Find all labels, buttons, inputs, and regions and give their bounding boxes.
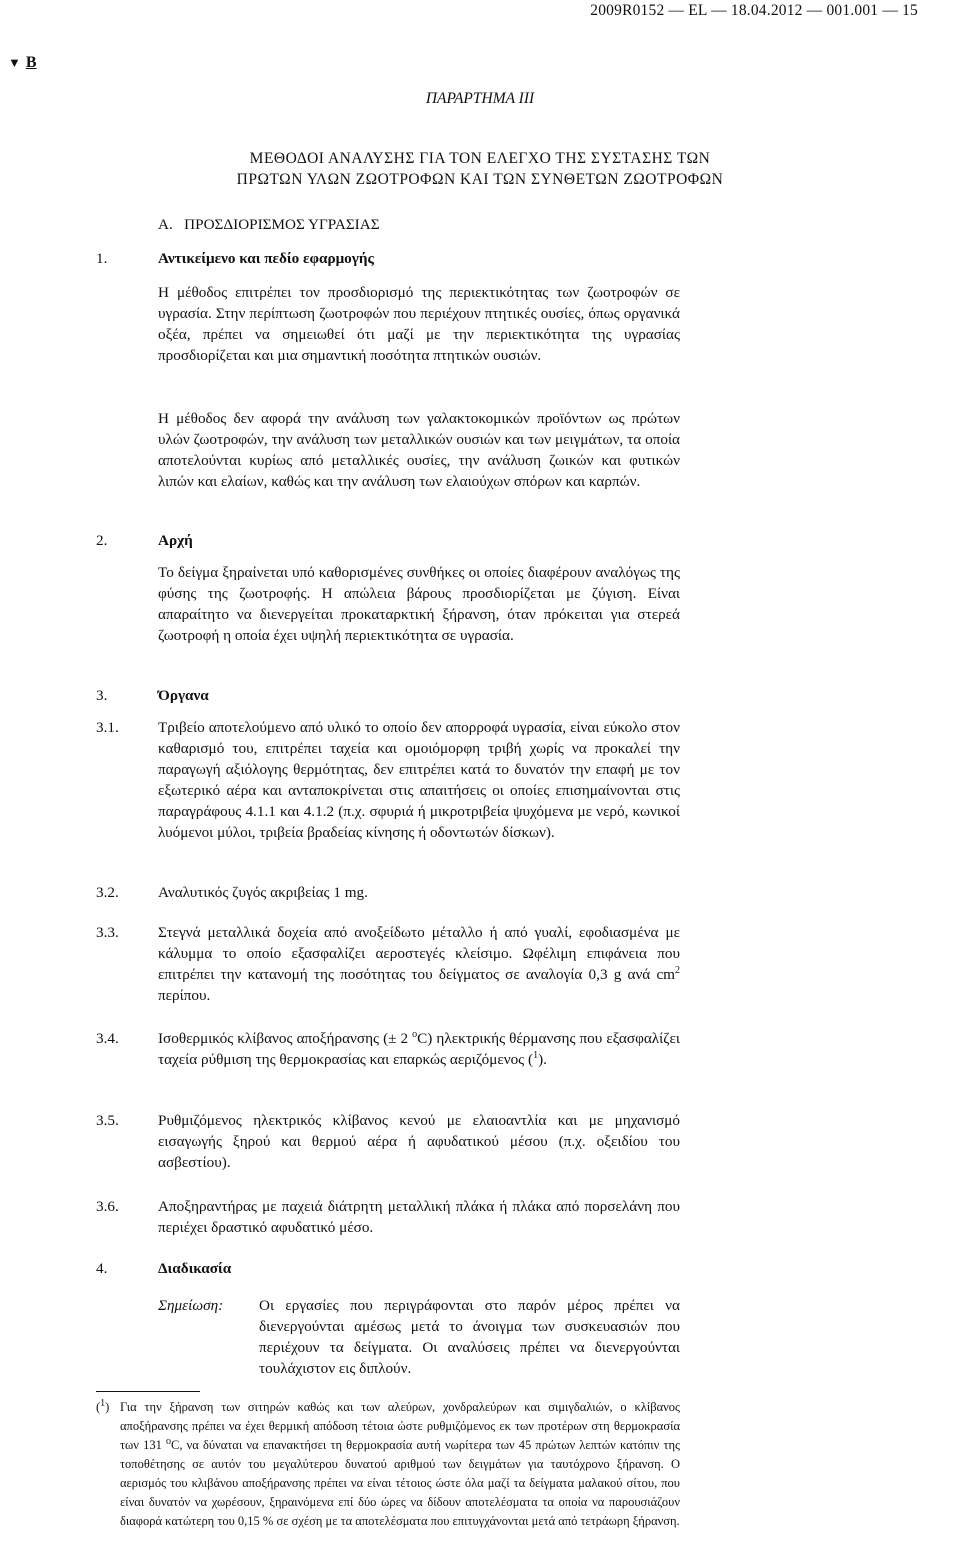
item-3-5-number: 3.5. [96, 1112, 119, 1129]
section-2-number: 2. [96, 532, 108, 549]
item-3-3-text: Στεγνά μεταλλικά δοχεία από ανοξείδωτο μέταλλο ή από γυαλί, εφοδιασμένα με κάλυμμα το οποίο εξασφαλίζει αεροστεγές κλείσιμο. Ωφέλιμη επιφάνεια που επιτρέπει την κατανομή της ποσότητας του δείγματος σε αναλογία 0,3 g ανά $cm^2$ περίπου. [158, 924, 680, 1004]
item-3-1-number: 3.1. [96, 719, 119, 736]
item-3-6-text: Αποξηραντήρας με παχειά διάτρητη μεταλλική πλάκα ή πλάκα από πορσελάνη που περιέχει δραστικό αφυδατικό μέσο. [158, 1198, 680, 1236]
part-a-heading: Α. ΠΡΟΣΔΙΟΡΙΣΜΟΣ ΥΓΡΑΣΙΑΣ [158, 216, 380, 233]
footnote-reference[interactable]: 1 [533, 1049, 539, 1061]
section-4-heading: Διαδικασία [158, 1260, 232, 1277]
item-3-4-number: 3.4. [96, 1030, 119, 1047]
item-3-1-text: Τριβείο αποτελούμενο από υλικό το οποίο δεν απορροφά υγρασία, είναι εύκολο στον καθαρισμό του, επιτρέπει ταχεία και ομοιόμορφη τριβή χωρίς να προκαλεί την παραγωγή αξιόλογης θερμότητας, δεν επιτρέπει κατά το δυνατόν την επαφή με τον εξωτερικό αέρα και ανταποκρίνεται στις απαιτήσεις οι οποίες επισημαίνονται στις παραγράφους 4.1.1 και 4.1.2 (π.χ. σφυριά ή μικροτριβεία ψυχόμενα με νερό, κωνικοί λυόμενοι μύλοι, τριβεία βραδείας κίνησης ή οδοντωτών δίσκων). [158, 719, 680, 841]
main-title-line-2: ΠΡΩΤΩΝ ΥΛΩΝ ΖΩΟΤΡΟΦΩΝ ΚΑΙ ΤΩΝ ΣΥΝΘΕΤΩΝ ΖΩΟΤΡΟΦΩΝ [236, 171, 724, 188]
item-3-2-number: 3.2. [96, 884, 119, 901]
annex-title: ΠΑΡΑΡΤΗΜΑ III [425, 90, 535, 107]
item-3-6-number: 3.6. [96, 1198, 119, 1215]
section-4-number: 4. [96, 1260, 108, 1277]
section-1-paragraph-1: Η μέθοδος επιτρέπει τον προσδιορισμό της περιεκτικότητας των ζωοτροφών σε υγρασία. Στην περίπτωση ζωοτροφών που περιέχουν πτητικές ουσίες, όπως οργανικά οξέα, πρέπει να σημειωθεί ότι μαζί με την περιεκτικότητα της υγρασίας προσδιορίζεται και μια σημαντική ποσότητα πτητικών ουσιών. [158, 284, 680, 364]
note-text: Οι εργασίες που περιγράφονται στο παρόν μέρος πρέπει να διενεργούνται αμέσως μετά το άνοιγμα των συσκευασιών που περιέχουν τα δείγματα. Οι αναλύσεις πρέπει να διενεργούνται τουλάχιστον εις διπλούν. [259, 1297, 680, 1377]
down-triangle-icon: ▼ [8, 55, 21, 70]
item-3-2-text: Αναλυτικός ζυγός ακριβείας 1 mg. [158, 884, 368, 901]
page-header: 2009R0152 — EL — 18.04.2012 — 001.001 — 15 [590, 2, 918, 19]
note-label: Σημείωση: [158, 1297, 224, 1314]
section-3-number: 3. [96, 687, 108, 704]
amendment-marker [8, 52, 37, 73]
section-1-paragraph-2: Η μέθοδος δεν αφορά την ανάλυση των γαλακτοκομικών προϊόντων ως πρώτων υλών ζωοτροφών, την ανάλυση των μεταλλικών ουσιών και των μειγμάτων, τα οποία αποτελούνται κυρίως από μεταλλικές ουσίες, την ανάλυση ζωικών και φυτικών λιπών και ελαίων, καθώς και την ανάλυση των ελαιούχων σπόρων και καρπών. [158, 410, 680, 490]
item-3-5-text: Ρυθμιζόμενος ηλεκτρικός κλίβανος κενού με ελαιοαντλία και με μηχανισμό εισαγωγής ξηρού και θερμού αέρα ή αφυδατικού μέσου (π.χ. οξειδίου του ασβεστίου). [158, 1112, 680, 1171]
item-3-4-text: Ισοθερμικός κλίβανος αποξήρανσης (± 2 $^o$C) ηλεκτρικής θέρμανσης που εξασφαλίζει ταχεία ρύθμιση της θερμοκρασίας και επαρκώς αεριζόμενος ($^1$). [158, 1028, 680, 1068]
amendment-label: B [25, 54, 37, 71]
item-3-3-number: 3.3. [96, 924, 119, 941]
section-1-number: 1. [96, 250, 108, 267]
footnote-separator [96, 1391, 200, 1392]
section-2-paragraph: Το δείγμα ξηραίνεται υπό καθορισμένες συνθήκες οι οποίες διαφέρουν αναλόγως της φύσης της ζωοτροφής. Η απώλεια βάρους προσδιορίζεται με ζύγιση. Είναι απαραίτητο να διενεργείται προκαταρκτική ξήρανση, όταν πρόκειται για στερεά ζωοτροφή η οποία έχει υψηλή περιεκτικότητα σε υγρασία. [158, 564, 680, 644]
section-3-heading: Όργανα [158, 687, 209, 704]
main-title [0, 148, 960, 190]
section-1-heading: Αντικείμενο και πεδίο εφαρμογής [158, 250, 374, 267]
main-title-line-1: ΜΕΘΟΔΟΙ ΑΝΑΛΥΣΗΣ ΓΙΑ ΤΟΝ ΕΛΕΓΧΟ ΤΗΣ ΣΥΣΤΑΣΗΣ ΤΩΝ [249, 150, 711, 167]
footnote-text: Για την ξήρανση των σιτηρών καθώς και των αλεύρων, χονδραλεύρων και σιμιγδαλιών, ο κλίβανος αποξήρανσης πρέπει να έχει θερμική απόδοση τέτοια ώστε ρυθμιζόμενος εκ των προτέρων στη θερμοκρασία των 131 $^o$C, να δύναται να επανακτήσει τη θερμοκρασία αυτή νωρίτερα των 45 πρώτων λεπτών κατόπιν της τοποθέτησης σε αυτόν του μεγαλύτερου δυνατού αριθμού των δειγμάτων για ταυτόχρονο ξήρανση. Ο αερισμός του κλιβάνου αποξήρανσης πρέπει να είναι τέτοιος ώστε όλα μαζί τα δείγματα μαλακού σίτου, που είναι δυνατόν να χωρέσουν, ξηραινόμενα επί δύο ώρες να δίδουν αποτελέσματα τα οποία να παρουσιάζουν διαφορά κατώτερη του 0,15 % σε σχέση με τα αποτελέσματα που επιτυγχάνονται μετά από τετράωρη ξήρανση. [120, 1400, 680, 1528]
section-2-heading: Αρχή [158, 532, 193, 549]
footnote-number: ($^1$) [96, 1397, 110, 1414]
